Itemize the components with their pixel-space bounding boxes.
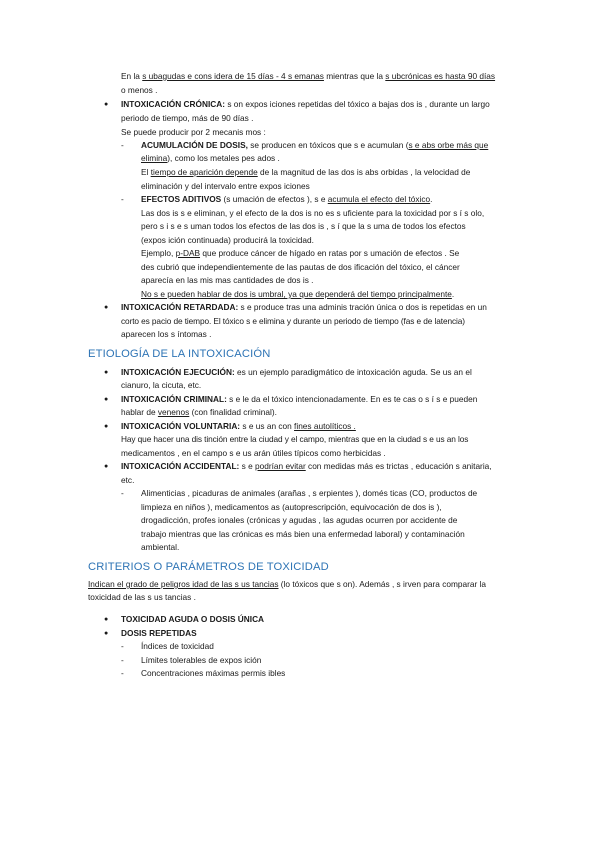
text: s e us an con <box>240 421 295 431</box>
bullet-icon: ● <box>104 369 109 376</box>
paragraph-line: ambiental. <box>141 542 180 552</box>
paragraph-line: Las dos is s e eliminan, y el efecto de la dos is no es s uficiente para la toxicidad por s í s olo, <box>141 208 485 218</box>
dash-icon: - <box>121 641 124 651</box>
text: con medidas más es trictas , educación s anitaria, <box>305 461 492 471</box>
paragraph-line <box>121 393 477 407</box>
text: (lo tóxicos que s on). Además , s irven para comparar la <box>278 579 487 589</box>
paragraph-line: limpieza en niños ), medicamentos as (autoprescripción, equivocación de dos is ), <box>141 502 442 512</box>
text: En la <box>121 71 143 81</box>
list-item: DOSIS REPETIDAS <box>121 628 197 638</box>
bold-term: ACUMULACIÓN DE DOSIS, <box>141 140 248 150</box>
paragraph-line: des cubrió que independientemente de las pautas de dos ificación del tóxico, el cáncer <box>141 262 460 272</box>
paragraph-line <box>121 406 277 420</box>
text: s e le da el tóxico intencionadamente. En es te cas o s í s e pueden <box>226 394 478 404</box>
paragraph-line <box>88 578 486 592</box>
underlined-text: elimina <box>141 153 168 163</box>
paragraph-line <box>121 366 472 380</box>
paragraph-line <box>141 139 488 153</box>
paragraph-line: trabajo mientras que las crónicas es más bien una enfermedad laboral) y contaminación <box>141 529 465 539</box>
paragraph-line <box>141 166 470 180</box>
text: que produce cáncer de hígado en ratas por s umación de efectos . Se <box>200 248 460 258</box>
text: ), como los metales pes ados . <box>167 153 280 163</box>
bold-term: INTOXICACIÓN RETARDADA: <box>121 302 239 312</box>
text: se producen en tóxicos que s e acumulan ( <box>247 140 409 150</box>
bullet-icon: ● <box>104 616 109 623</box>
dash-icon: - <box>121 194 124 204</box>
text: . <box>430 194 433 204</box>
paragraph-line: aparecen los s íntomas . <box>121 329 212 339</box>
sub-list-item: Concentraciones máximas permis ibles <box>141 668 286 678</box>
paragraph-line: medicamentos , en el campo s e us arán útiles típicos como herbicidas . <box>121 448 386 458</box>
bold-term: INTOXICACIÓN CRIMINAL: <box>121 394 227 404</box>
paragraph-line <box>121 301 487 315</box>
bullet-icon: ● <box>104 630 109 637</box>
paragraph-line: (expos ición continuada) producirá la toxicidad. <box>141 235 314 245</box>
underlined-text: No s e pueden hablar de dos is umbral, ya que dependerá del tiempo principalmente <box>141 289 452 299</box>
paragraph-line: Se puede producir por 2 mecanis mos : <box>121 127 266 137</box>
bullet-icon: ● <box>104 423 109 430</box>
text: . <box>451 289 455 299</box>
underlined-text: tiempo de aparición depende <box>150 167 258 177</box>
paragraph-line <box>141 247 459 261</box>
paragraph-line: aparecía en las mis mas cantidades de dos is . <box>141 275 314 285</box>
bold-term: INTOXICACIÓN VOLUNTARIA: <box>121 421 241 431</box>
paragraph-line: pero s i s e s uman todos los efectos de las dos is , s í que la s uma de todos los efectos <box>141 221 466 231</box>
text: s e produce tras una adminis tración única o dos is repetidas en un <box>238 302 487 312</box>
list-item: TOXICIDAD AGUDA O DOSIS ÚNICA <box>121 614 265 624</box>
dash-icon: - <box>121 668 124 678</box>
text: s on expos iciones repetidas del tóxico a bajas dos is , durante un largo <box>225 99 490 109</box>
bullet-icon: ● <box>104 304 109 311</box>
paragraph-line <box>121 98 490 112</box>
text: es un ejemplo paradigmático de intoxicación aguda. Se us an el <box>234 367 472 377</box>
text: mientras que la <box>323 71 386 81</box>
underlined-text: venenos <box>157 407 190 417</box>
paragraph-line: drogadicción, profes ionales (crónicas y agudas , las agudas ocurren por accidente de <box>141 515 458 525</box>
underlined-text: Indican el grado de peligros idad de las s us tancias <box>88 579 279 589</box>
text: El <box>141 167 151 177</box>
underlined-text: fines autolíticos . <box>294 421 356 431</box>
bold-term: INTOXICACIÓN ACCIDENTAL: <box>121 461 240 471</box>
text: hablar de <box>121 407 158 417</box>
bold-term: EFECTOS ADITIVOS <box>141 194 222 204</box>
paragraph-line: etc. <box>121 475 135 485</box>
paragraph-line: cianuro, la cicuta, etc. <box>121 380 202 390</box>
text: s e <box>239 461 255 471</box>
text: (s umación de efectos ), s e <box>221 194 328 204</box>
text: de la magnitud de las dos is abs orbidas , la velocidad de <box>257 167 471 177</box>
bullet-icon: ● <box>104 463 109 470</box>
paragraph-line <box>121 460 492 474</box>
paragraph-line: eliminación y del intervalo entre expos iciones <box>141 181 310 191</box>
underlined-text: s ubcrónicas es hasta 90 días <box>385 71 496 81</box>
underlined-text: acumula el efecto del tóxico <box>327 194 431 204</box>
section-heading: CRITERIOS O PARÁMETROS DE TOXICIDAD <box>88 561 329 573</box>
paragraph-line <box>141 288 454 302</box>
section-heading: ETIOLOGÍA DE LA INTOXICACIÓN <box>88 348 271 360</box>
underlined-text: podrían evitar <box>255 461 306 471</box>
paragraph-line: Alimenticias , picaduras de animales (arañas , s erpientes ), domés ticas (CO, productos de <box>141 488 478 498</box>
underlined-text: s e abs orbe más que <box>408 140 489 150</box>
dash-icon: - <box>121 655 124 665</box>
paragraph-line: Hay que hacer una dis tinción entre la ciudad y el campo, mientras que en la ciudad s e us an los <box>121 434 469 444</box>
paragraph-line <box>141 193 432 207</box>
text: (con finalidad criminal). <box>189 407 277 417</box>
dash-icon: - <box>121 140 124 150</box>
paragraph-line: toxicidad de las s us tancias . <box>88 592 196 602</box>
paragraph-line <box>141 152 280 166</box>
intro-line: o menos . <box>121 85 158 95</box>
paragraph-line: periodo de tiempo, más de 90 días . <box>121 113 254 123</box>
bullet-icon: ● <box>104 396 109 403</box>
paragraph-line <box>121 420 356 434</box>
sub-list-item: Índices de toxicidad <box>141 641 214 651</box>
underlined-text: p-DAB <box>175 248 201 258</box>
bold-term: INTOXICACIÓN EJECUCIÓN: <box>121 367 235 377</box>
intro-line <box>121 70 495 84</box>
bullet-icon: ● <box>104 101 109 108</box>
underlined-text: s ubagudas e cons idera de 15 días - 4 s emanas <box>142 71 324 81</box>
bold-term: INTOXICACIÓN CRÓNICA: <box>121 99 226 109</box>
text: Ejemplo, <box>141 248 176 258</box>
paragraph-line: corto es pacio de tiempo. El tóxico s e elimina y durante un periodo de tiempo (fas e de latencia) <box>121 316 465 326</box>
dash-icon: - <box>121 488 124 498</box>
sub-list-item: Límites tolerables de expos ición <box>141 655 262 665</box>
